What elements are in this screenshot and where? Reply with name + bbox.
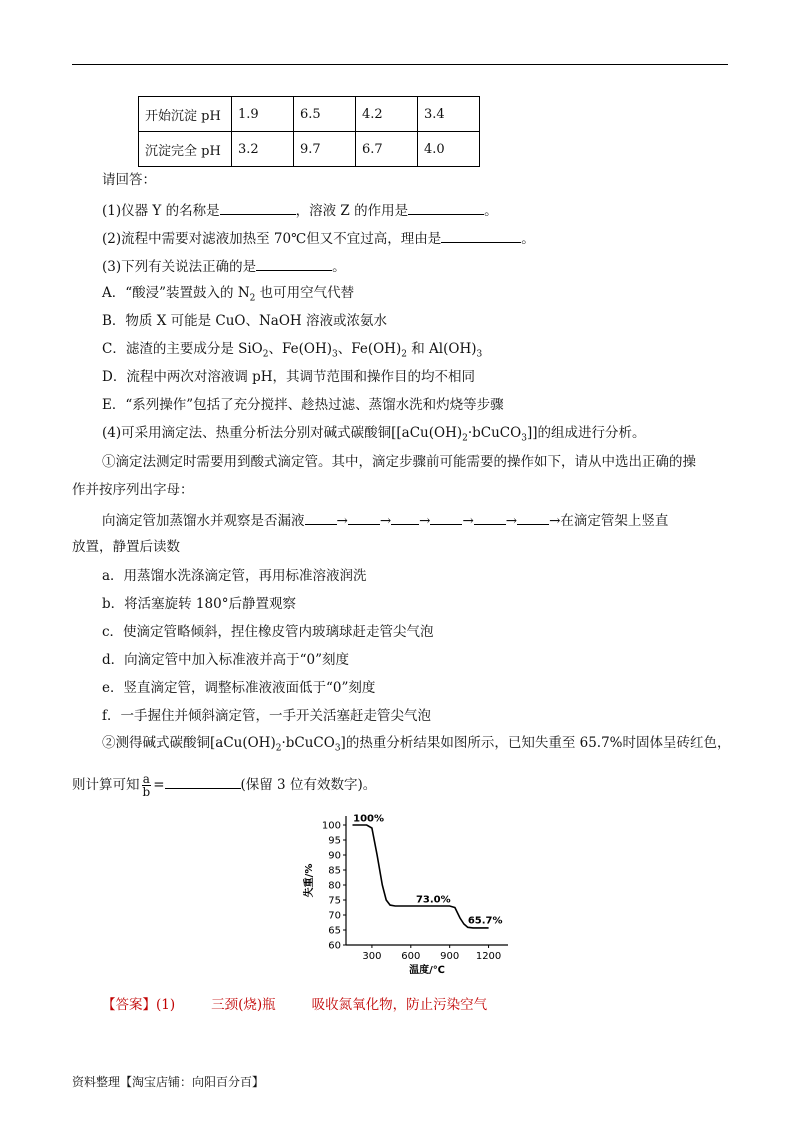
part2-line — [102, 734, 731, 758]
answer-blank[interactable] — [165, 774, 241, 789]
weight-loss-curve — [353, 825, 489, 928]
q2-text-a: (2)流程中需要对滤液加热至 70℃但又不宜过高，理由是 — [102, 231, 442, 247]
question-2 — [102, 228, 535, 248]
table-cell: 4.2 — [356, 97, 418, 132]
calc-text: (保留 3 位有效数字)。 — [240, 777, 377, 793]
part2-text: ·bCuCO — [281, 735, 335, 751]
part1-line1: ①滴定法测定时需要用到酸式滴定管。其中，滴定步骤前可能需要的操作如下，请从中选出正确的操 — [102, 454, 696, 470]
answer-blank[interactable] — [256, 256, 332, 271]
q3-text-a: (3)下列有关说法正确的是 — [102, 259, 257, 275]
subscript: 2 — [462, 433, 468, 444]
thermogravimetric-chart — [298, 808, 520, 978]
answer-blank[interactable] — [441, 228, 521, 243]
footer-text: 资料整理【淘宝店铺：向阳百分百】 — [72, 1075, 265, 1089]
sequence-line2: 放置，静置后读数 — [72, 539, 180, 555]
arrow: → — [549, 513, 561, 529]
subscript: 2 — [275, 743, 282, 754]
subscript: 3 — [334, 743, 341, 754]
option-e: E．“系列操作”包括了充分搅拌、趁热过滤、蒸馏水洗和灼烧等步骤 — [102, 397, 504, 413]
sequence-line — [102, 510, 668, 530]
table-row — [139, 97, 480, 132]
question-4 — [102, 424, 645, 448]
annotation-73: 73.0% — [415, 894, 451, 906]
subscript: 3 — [332, 349, 338, 360]
equals-sign: = — [153, 777, 165, 793]
q4-text: ·bCuCO — [467, 425, 522, 441]
y-axis-label: 失重/% — [304, 863, 315, 898]
part2-text: ]的热重分析结果如图所示，已知失重至 65.7%时固体呈砖红色， — [340, 735, 731, 751]
table-cell: 6.7 — [356, 132, 418, 167]
y-tick-label: 75 — [328, 895, 341, 907]
step-b: b．将活塞旋转 180°后静置观察 — [102, 596, 296, 612]
y-tick-label: 80 — [328, 880, 341, 892]
calc-line — [72, 770, 376, 800]
x-tick-label: 900 — [440, 951, 460, 962]
table-cell: 3.4 — [418, 97, 480, 132]
table-cell: 4.0 — [418, 132, 480, 167]
option-a — [102, 284, 354, 308]
y-tick-label: 60 — [328, 940, 341, 952]
option-b: B．物质 X 可能是 CuO、NaOH 溶液或浓氨水 — [102, 313, 387, 329]
q1-text-b: ，溶液 Z 的作用是 — [295, 203, 409, 219]
answer-blank[interactable] — [517, 510, 549, 525]
option-c-text: C．滤渣的主要成分是 SiO — [102, 341, 263, 357]
fraction — [142, 773, 152, 798]
option-c-text: 、Fe(OH) — [337, 341, 402, 357]
answer-blank[interactable] — [474, 510, 506, 525]
answer-tag: 【答案】(1) — [102, 997, 176, 1013]
table-row — [139, 132, 480, 167]
x-ticks — [362, 945, 501, 962]
q3-text-b: 。 — [332, 259, 346, 275]
header-rule — [72, 64, 728, 65]
y-ticks — [322, 821, 346, 952]
answer-2: 吸收氮氧化物，防止污染空气 — [311, 997, 488, 1013]
step-d: d．向滴定管中加入标准液并高于“0”刻度 — [102, 652, 350, 668]
option-c-text: 和 Al(OH) — [406, 341, 477, 357]
step-f: f．一手握住并倾斜滴定管，一手开关活塞赶走管尖气泡 — [102, 708, 431, 724]
option-a-text: 也可用空气代替 — [255, 285, 355, 301]
option-a-text: A．“酸浸”装置鼓入的 N — [102, 285, 250, 301]
q2-text-b: 。 — [521, 231, 535, 247]
step-c: c．使滴定管略倾斜，捏住橡皮管内玻璃球赶走管尖气泡 — [102, 624, 434, 640]
part1-line2: 作并按序列出字母： — [72, 482, 194, 498]
x-tick-label: 600 — [401, 951, 421, 962]
table-row-label: 沉淀完全 pH — [139, 132, 232, 167]
intro: 请回答： — [102, 172, 156, 188]
subscript: 2 — [249, 293, 256, 304]
y-tick-label: 65 — [328, 925, 341, 937]
sequence-end: 在滴定管架上竖直 — [560, 513, 669, 529]
y-tick-label: 85 — [328, 865, 341, 877]
table-row-label: 开始沉淀 pH — [139, 97, 232, 132]
part2-text: ②测得碱式碳酸铜[aCu(OH) — [102, 735, 276, 751]
answer-blank[interactable] — [408, 200, 484, 215]
y-tick-label: 95 — [328, 835, 341, 847]
answer-blank[interactable] — [430, 510, 462, 525]
answer-blank[interactable] — [305, 510, 337, 525]
answer-blank[interactable] — [391, 510, 419, 525]
arrow: → — [505, 513, 518, 529]
arrow: → — [462, 513, 474, 529]
table-cell: 1.9 — [232, 97, 294, 132]
calc-text: 则计算可知 — [72, 777, 140, 793]
option-c — [102, 340, 482, 364]
y-tick-label: 100 — [321, 820, 341, 832]
table-cell: 6.5 — [294, 97, 356, 132]
table-cell: 9.7 — [294, 132, 356, 167]
fraction-numerator: a — [142, 772, 150, 786]
arrow: → — [336, 513, 348, 529]
annotation-65-7: 65.7% — [467, 915, 503, 927]
subscript: 2 — [262, 349, 269, 360]
x-axis-label: 温度/℃ — [409, 965, 445, 976]
arrow: → — [419, 513, 431, 529]
q1-text-a: (1)仪器 Y 的名称是 — [102, 203, 220, 219]
step-a: a．用蒸馏水洗涤滴定管，再用标准溶液润洗 — [102, 568, 367, 584]
arrow: → — [379, 513, 392, 529]
answer-blank[interactable] — [348, 510, 380, 525]
q1-text-c: 。 — [484, 203, 498, 219]
subscript: 3 — [521, 433, 527, 444]
ph-table — [138, 96, 480, 167]
step-e: e．竖直滴定管，调整标准液液面低于“0”刻度 — [102, 680, 376, 696]
subscript: 2 — [401, 349, 407, 360]
x-tick-label: 1200 — [475, 951, 502, 962]
sequence-start: 向滴定管加蒸馏水并观察是否漏液 — [102, 513, 305, 529]
question-3 — [102, 256, 346, 276]
y-tick-label: 70 — [328, 910, 341, 922]
table-cell: 3.2 — [232, 132, 294, 167]
fraction-denominator: b — [142, 785, 151, 799]
answer-1: 三颈(烧)瓶 — [211, 997, 276, 1013]
annotation-100: 100% — [353, 813, 385, 825]
y-tick-label: 90 — [328, 850, 341, 862]
answer-blank[interactable] — [220, 200, 296, 215]
question-1 — [102, 200, 498, 220]
q4-text: (4)可采用滴定法、热重分析法分别对碱式碳酸铜[[aCu(OH) — [102, 425, 463, 441]
option-c-text: 、Fe(OH) — [268, 341, 332, 357]
answer-line — [102, 996, 487, 1014]
q4-text: ]]的组成进行分析。 — [526, 425, 646, 441]
x-tick-label: 300 — [362, 951, 382, 962]
option-d: D．流程中两次对溶液调 pH，其调节范围和操作目的均不相同 — [102, 369, 476, 385]
subscript: 3 — [476, 349, 483, 360]
